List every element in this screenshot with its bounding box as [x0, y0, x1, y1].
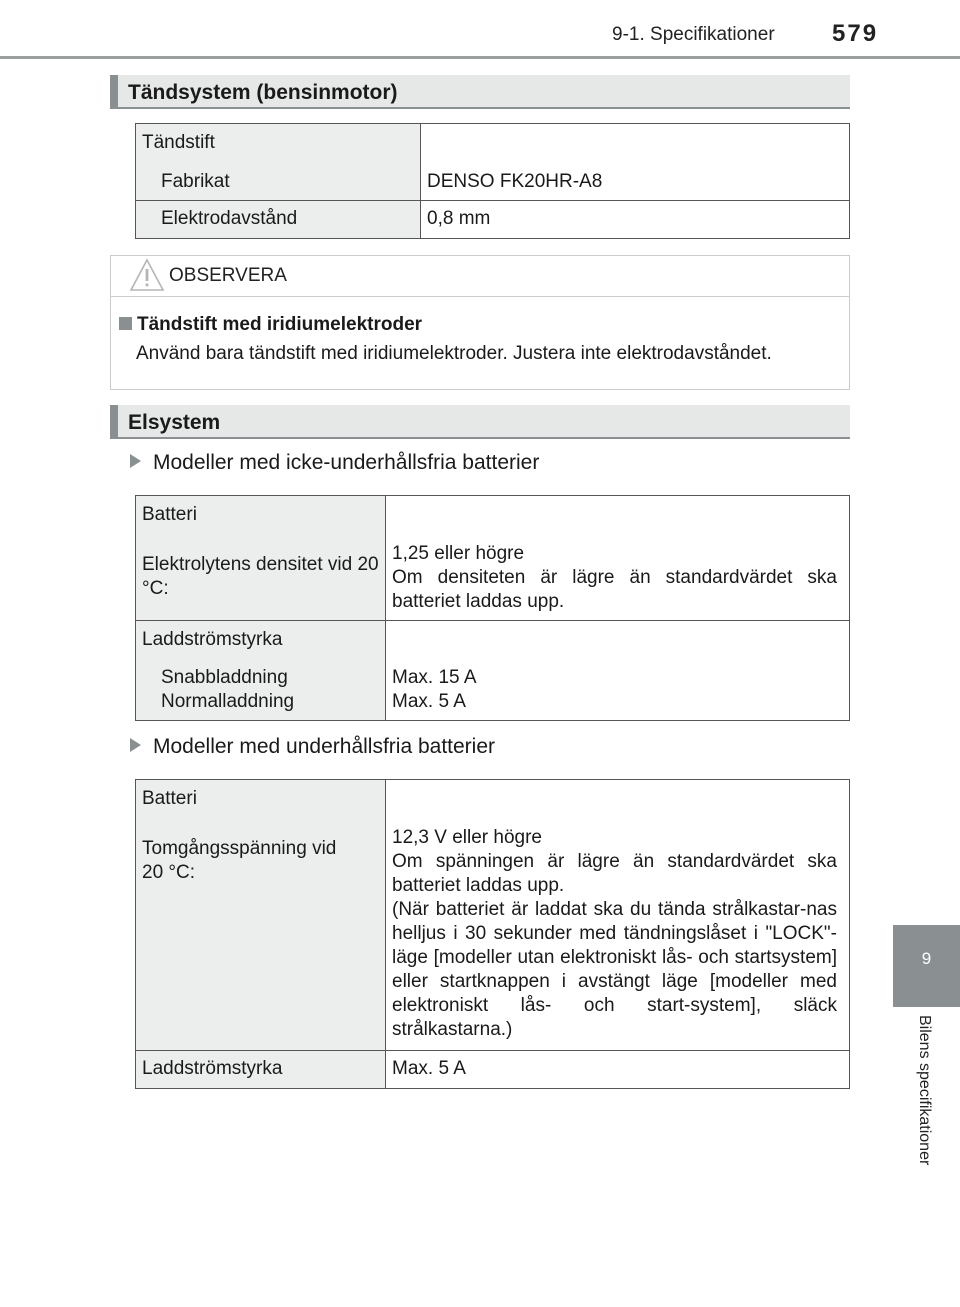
battery-table-non-maintenance-free — [135, 495, 850, 721]
caution-subtitle: Tändstift med iridiumelektroder — [137, 314, 423, 335]
electrical-section-header — [110, 405, 850, 439]
density-value: 1,25 eller högre — [392, 543, 525, 564]
normal-charge-value: Max. 5 A — [392, 691, 466, 712]
voltage-value: 12,3 V eller högre — [392, 827, 542, 848]
table-cell — [136, 496, 386, 621]
chapter-label: Bilens specifikationer — [916, 1015, 933, 1166]
table-cell — [136, 124, 421, 201]
battery-label: Batteri — [142, 788, 197, 809]
spark-plug-label: Tändstift — [142, 132, 215, 153]
table-cell — [386, 621, 850, 721]
table-cell — [136, 780, 386, 1051]
fast-charge-value: Max. 15 A — [392, 667, 477, 688]
warning-icon — [129, 258, 165, 292]
normal-charge-label: Normalladdning — [161, 691, 295, 712]
chapter-number: 9 — [921, 949, 932, 968]
caution-title: OBSERVERA — [169, 265, 287, 286]
caution-header — [111, 256, 849, 297]
charge-current-value: Max. 5 A — [392, 1058, 466, 1079]
table-cell — [386, 1051, 850, 1089]
caution-text: Använd bara tändstift med iridiumelektroder. Justera inte elektrodavståndet. — [136, 343, 772, 364]
voltage-note: Om spänningen är lägre än standardvärdet ska batteriet laddas upp. — [392, 851, 837, 896]
battery-table-maintenance-free — [135, 779, 850, 1089]
section-title: 9-1. Specifikationer — [612, 24, 775, 45]
ignition-table — [135, 123, 850, 239]
caution-subtitle-row — [119, 314, 422, 336]
electrical-section-title: Elsystem — [128, 411, 221, 434]
header-divider — [0, 56, 960, 59]
table-cell — [136, 1051, 386, 1089]
table-cell — [386, 496, 850, 621]
fast-charge-label: Snabbladdning — [161, 667, 288, 688]
triangle-bullet-icon — [130, 454, 141, 468]
density-note: Om densiteten är lägre än standardvärdet ska batteriet laddas upp. — [392, 567, 837, 612]
gap-value: 0,8 mm — [427, 208, 491, 229]
voltage-label: Tomgångsspänning vid 20 °C: — [142, 838, 337, 883]
table-row — [136, 780, 850, 1051]
caution-box — [110, 255, 850, 390]
table-cell — [386, 780, 850, 1051]
table-cell — [421, 201, 850, 239]
square-bullet-icon — [119, 317, 132, 330]
table-row — [136, 1051, 850, 1089]
voltage-instructions: (När batteriet är laddat ska du tända strålkastar-nas helljus i 30 sekunder med tändningslåset i "LOCK"-läge [modeller utan elektroniskt lås- och startsystem] eller startknappen i avstängt läge [modeller med elektroniskt lås- och start-system], släck strålkastarna.) — [392, 899, 837, 1040]
battery-label: Batteri — [142, 504, 197, 525]
model-heading-non-maintenance-free — [130, 451, 539, 475]
table-row — [136, 124, 850, 201]
table-row — [136, 201, 850, 239]
table-cell — [136, 201, 421, 239]
table-row — [136, 621, 850, 721]
page-number: 579 — [832, 20, 879, 47]
brand-value: DENSO FK20HR-A8 — [427, 171, 603, 192]
density-label: Elektrolytens densitet vid 20 °C: — [142, 554, 379, 599]
model-heading-text: Modeller med underhållsfria batterier — [153, 735, 495, 758]
brand-label: Fabrikat — [161, 171, 230, 192]
charge-current-label: Laddströmstyrka — [142, 629, 283, 650]
ignition-section-header — [110, 75, 850, 109]
model-heading-text: Modeller med icke-underhållsfria batterier — [153, 451, 540, 474]
chapter-tab — [893, 925, 960, 1007]
charge-current-label: Laddströmstyrka — [142, 1058, 283, 1079]
table-cell — [421, 124, 850, 201]
model-heading-maintenance-free — [130, 735, 495, 759]
gap-label: Elektrodavstånd — [161, 208, 298, 229]
table-row — [136, 496, 850, 621]
triangle-bullet-icon — [130, 738, 141, 752]
ignition-section-title: Tändsystem (bensinmotor) — [128, 81, 398, 104]
chapter-label-container — [893, 1007, 960, 1217]
table-cell — [136, 621, 386, 721]
